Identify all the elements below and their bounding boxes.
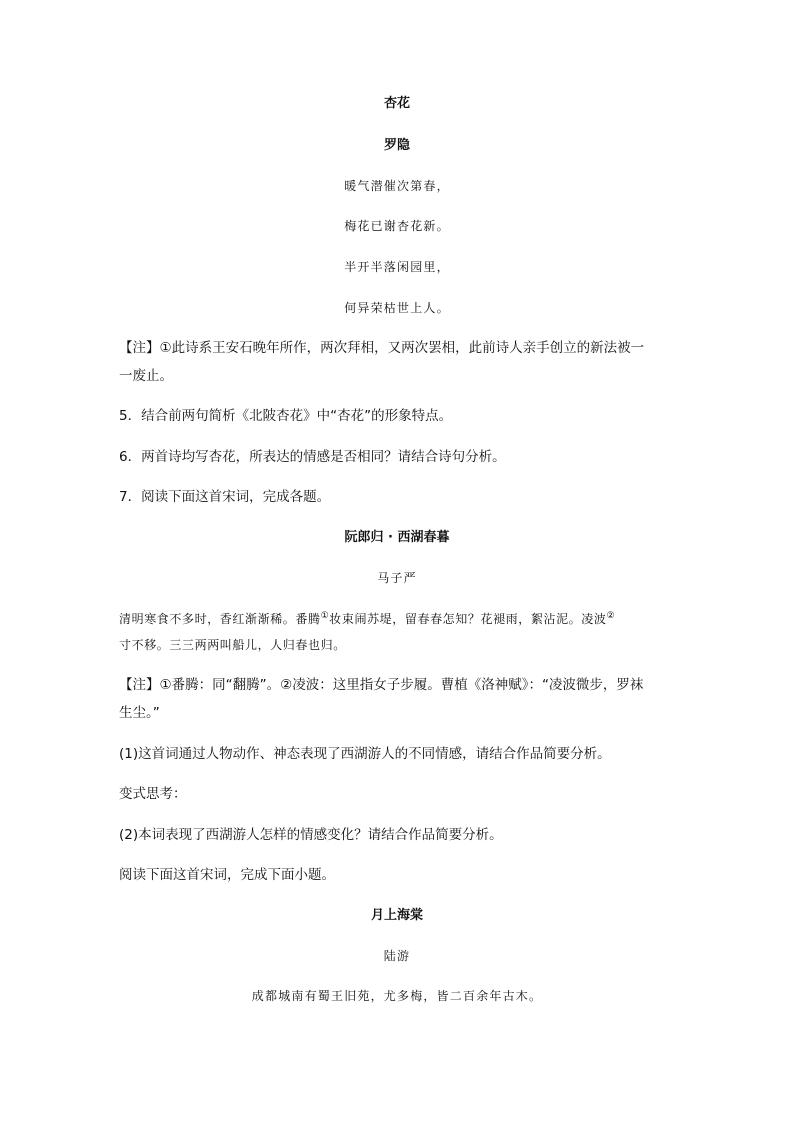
note2-line-2: 生尘。” (119, 705, 160, 721)
poem2-text-part-b: 妆束闹苏堤，留春春怎知？花褪雨，絮沾泥。凌波 (329, 612, 607, 626)
footnote-marker-1: ① (320, 611, 330, 621)
poem2-title: 阮郎归 · 西湖春暮 (344, 530, 450, 545)
footnote-marker-2: ② (606, 611, 616, 621)
question-7: 7．阅读下面这首宋词，完成各题。 (119, 489, 331, 505)
poem3-preface: 成都城南有蜀王旧苑，尤多梅，皆二百余年古木。 (251, 989, 543, 1003)
poem3-author: 陆游 (383, 949, 411, 963)
read-next-instruction: 阅读下面这首宋词，完成下面小题。 (119, 867, 335, 883)
subquestion-1: (1)这首词通过人物动作、神态表现了西湖游人的不同情感，请结合作品简要分析。 (119, 746, 611, 762)
poem1-title: 杏花 (383, 96, 410, 111)
variant-thinking-label: 变式思考： (119, 786, 187, 802)
poem2-author: 马子严 (377, 571, 417, 585)
poem1-line-4: 何异荣枯世上人。 (344, 301, 450, 315)
question-6: 6．两首诗均写杏花，所表达的情感是否相同？请结合诗句分析。 (119, 449, 506, 465)
note1-line-1: 【注】①此诗系王安石晚年所作，两次拜相，又两次罢相，此前诗人亲手创立的新法被一 (119, 340, 645, 356)
poem2-text-line-2: 寸不移。三三两两叫船儿，人归春也归。 (119, 638, 346, 652)
poem2-text-line-1 (119, 612, 615, 625)
poem3-title: 月上海棠 (370, 908, 423, 923)
subquestion-2: (2)本词表现了西湖游人怎样的情感变化？请结合作品简要分析。 (119, 827, 503, 843)
poem1-line-3: 半开半落闲园里， (344, 260, 450, 274)
poem1-author: 罗隐 (383, 138, 410, 153)
poem1-line-1: 暖气潜催次第春， (344, 179, 450, 193)
note1-line-2: 一废止。 (119, 368, 173, 384)
poem1-line-2: 梅花已谢杏花新。 (344, 219, 450, 233)
question-5: 5．结合前两句简析《北陂杏花》中“杏花”的形象特点。 (119, 408, 453, 424)
note2-line-1: 【注】①番腾：同“翻腾”。②凌波：这里指女子步履。曹植《洛神赋》：“凌波微步，罗袜 (119, 677, 644, 693)
poem2-text-part-a: 清明寒食不多时，香红渐渐稀。番腾 (119, 612, 321, 626)
